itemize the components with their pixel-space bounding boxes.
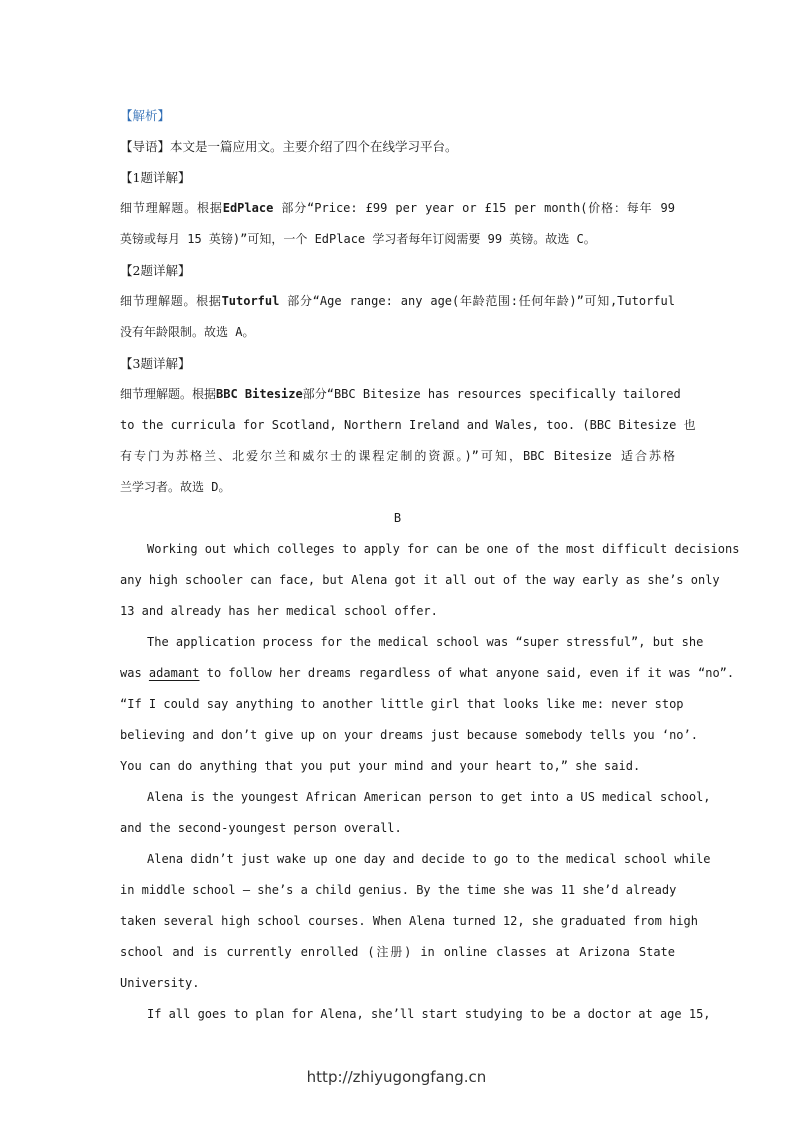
passage-line: 13 and already has her medical school offer. [120,604,438,618]
q2-term: Tutorful [221,294,280,308]
q2-explanation-line: 没有年龄限制。故选 A。 [120,325,255,339]
passage-line: believing and don’t give up on your dreams just because somebody tells you ‘no’. [120,728,698,742]
q3-heading: 【3题详解】 [120,356,191,371]
passage-line: University. [120,976,200,990]
underlined-word: adamant [148,666,200,680]
section-b-title: B [393,511,402,525]
q3-term: BBC Bitesize [216,387,303,401]
q1-explanation-line: 英镑或每月 15 英镑)”可知，一个 EdPlace 学习者每年订阅需要 99 英镑。故选 C。 [120,232,596,246]
q1-term: EdPlace [222,201,274,215]
passage-fragment: to follow her dreams regardless of what anyone said, even if it was “no”. [206,666,735,680]
analysis-label: 【解析】 [120,108,171,123]
q2-explanation-line [120,286,675,317]
passage-line: and the second-youngest person overall. [120,821,402,835]
q2-heading: 【2题详解】 [120,263,191,278]
q1-heading: 【1题详解】 [120,170,191,185]
passage-line: taken several high school courses. When Alena turned 12, she graduated from high [120,914,698,928]
passage-line [120,658,735,689]
q3-explanation-line: 兰学习者。故选 D。 [120,480,231,494]
q1-prefix: 细节理解题。根据 [120,201,223,215]
q3-explanation-line: 有专门为苏格兰、北爱尔兰和威尔士的课程定制的资源。)”可知，BBC Bitesize 适合苏格 [120,449,675,463]
passage-line: “If I could say anything to another little girl that looks like me: never stop [120,697,684,711]
passage-line: You can do anything that you put your mind and your heart to,” she said. [120,759,641,773]
passage-line: school and is currently enrolled (注册) in online classes at Arizona State [120,945,675,959]
q3-explanation-line [120,379,681,410]
q1-explanation-line [120,193,675,224]
passage-line: Alena is the youngest African American person to get into a US medical school, [147,790,711,804]
q2-quote: 部分“Age range: any age(年龄范围:任何年龄)”可知,Tutorful [287,294,675,308]
q2-prefix: 细节理解题。根据 [120,294,222,308]
footer-url[interactable]: http://zhiyugongfang.cn [306,1068,487,1086]
q3-prefix: 细节理解题。根据 [120,387,217,401]
passage-line: in middle school — she’s a child genius. By the time she was 11 she’d already [120,883,677,897]
q1-quote: 部分“Price: £99 per year or £15 per month(价格：每年 99 [281,201,675,215]
passage-line: The application process for the medical school was “super stressful”, but she [147,635,704,649]
passage-fragment: was [120,666,142,680]
document-body [120,100,740,1030]
passage-line: If all goes to plan for Alena, she’ll start studying to be a doctor at age 15, [147,1007,711,1021]
passage-line: Working out which colleges to apply for can be one of the most difficult decisions [147,542,740,556]
passage-line: any high schooler can face, but Alena got it all out of the way early as she’s only [120,573,720,587]
intro-paragraph: 【导语】本文是一篇应用文。主要介绍了四个在线学习平台。 [120,139,458,154]
passage-line: Alena didn’t just wake up one day and decide to go to the medical school while [147,852,711,866]
q3-quote: 部分“BBC Bitesize has resources specifically tailored [302,387,681,401]
q3-explanation-line: to the curricula for Scotland, Northern Ireland and Wales, too. (BBC Bitesize 也 [120,418,696,432]
